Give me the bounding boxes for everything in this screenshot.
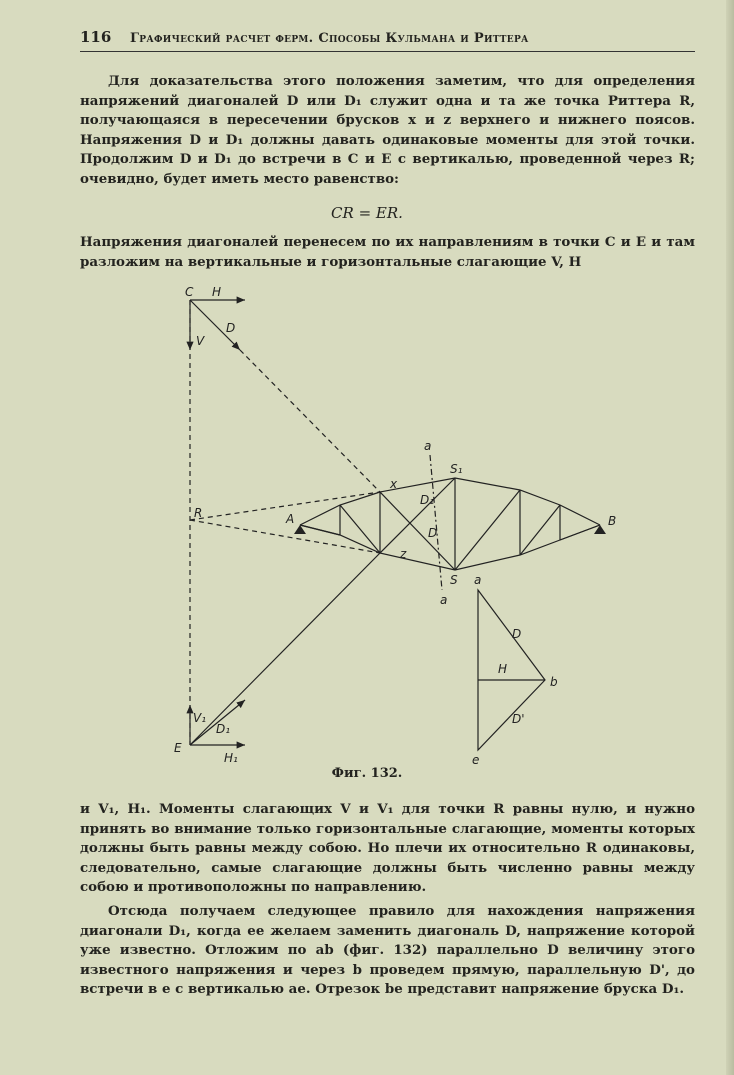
label-e: E [174,741,182,755]
label-triangle-b: b [550,675,558,689]
label-c: C [185,285,194,299]
label-a: A [286,512,295,526]
top-chord [300,478,600,525]
label-d-truss: D [428,526,438,540]
label-s1: S₁ [450,462,463,476]
label-d1-truss: D₁ [420,493,435,507]
label-r: R [194,506,203,520]
label-d1-arrow: D₁ [216,722,231,736]
figure-132 [0,280,734,770]
label-section-a-bottom: a [440,593,448,607]
paragraph-1: Для доказательства этого положения заметим, что для определения напряжений диагоналей D или D₁ служит одна и та же точка Риттера R, получающаяся в пересечении брусков x и z верхнего и нижнего поясов. Напряжения D и D₁ должны давать одинаковые моменты для этой точки. Продолжим D и D₁ до встречи в C и E с вертикалью, проведенной через R; очевидно, будет иметь место равенство: [80,73,695,187]
label-v1: V₁ [193,711,207,725]
formula: CR = ER. [331,204,403,222]
label-d: D [226,321,236,335]
label-h1: H₁ [224,751,238,765]
label-b: B [608,514,617,528]
label-triangle-e: e [472,753,480,767]
label-triangle-a: a [474,573,482,587]
label-v: V [196,334,205,348]
label-triangle-d-prime: D' [512,712,525,726]
label-triangle-h: H [498,662,508,676]
dashed-z-extension [190,520,380,553]
dashed-x-extension [190,492,380,520]
header-title: Графический расчет ферм. Способы Кульмана и Риттера [130,31,529,46]
label-s: S [450,573,458,587]
paragraph-3: и V₁, H₁. Моменты слагающих V и V₁ для точки R равны нулю, и нужно принять во внимание только горизонтальные слагающие, моменты которых должны быть равны между собою. Но плечи их относительно R одинаковы, следовательно, самые слагающие должны быть численно равны между собою и противоположны по направлению. [80,801,695,895]
page-number: 116 [80,28,112,46]
label-triangle-d: D [512,627,522,641]
section-line [430,455,442,590]
label-x: x [390,477,398,491]
label-section-a-top: a [424,439,432,453]
label-h: H [212,285,222,299]
running-header [80,28,695,52]
figure-caption: Фиг. 132. [331,766,403,781]
paragraph-2: Напряжения диагоналей перенесем по их направлениям в точки C и E и там разложим на вертикальные и горизонтальные слагающие V, H [80,234,695,270]
label-z: z [400,547,407,561]
force-triangle [478,590,545,750]
line-d1 [190,553,380,745]
paragraph-4: Отсюда получаем следующее правило для нахождения напряжения диагонали D₁, когда ее желаем заменить диагональ D, напряжение которой уже известно. Отложим по ab (фиг. 132) параллельно D величину этого известного напряжения и через b проведем прямую, параллельную D', до встречи в e с вертикалью ae. Отрезок be представит напряжение бруска D₁. [80,903,695,997]
